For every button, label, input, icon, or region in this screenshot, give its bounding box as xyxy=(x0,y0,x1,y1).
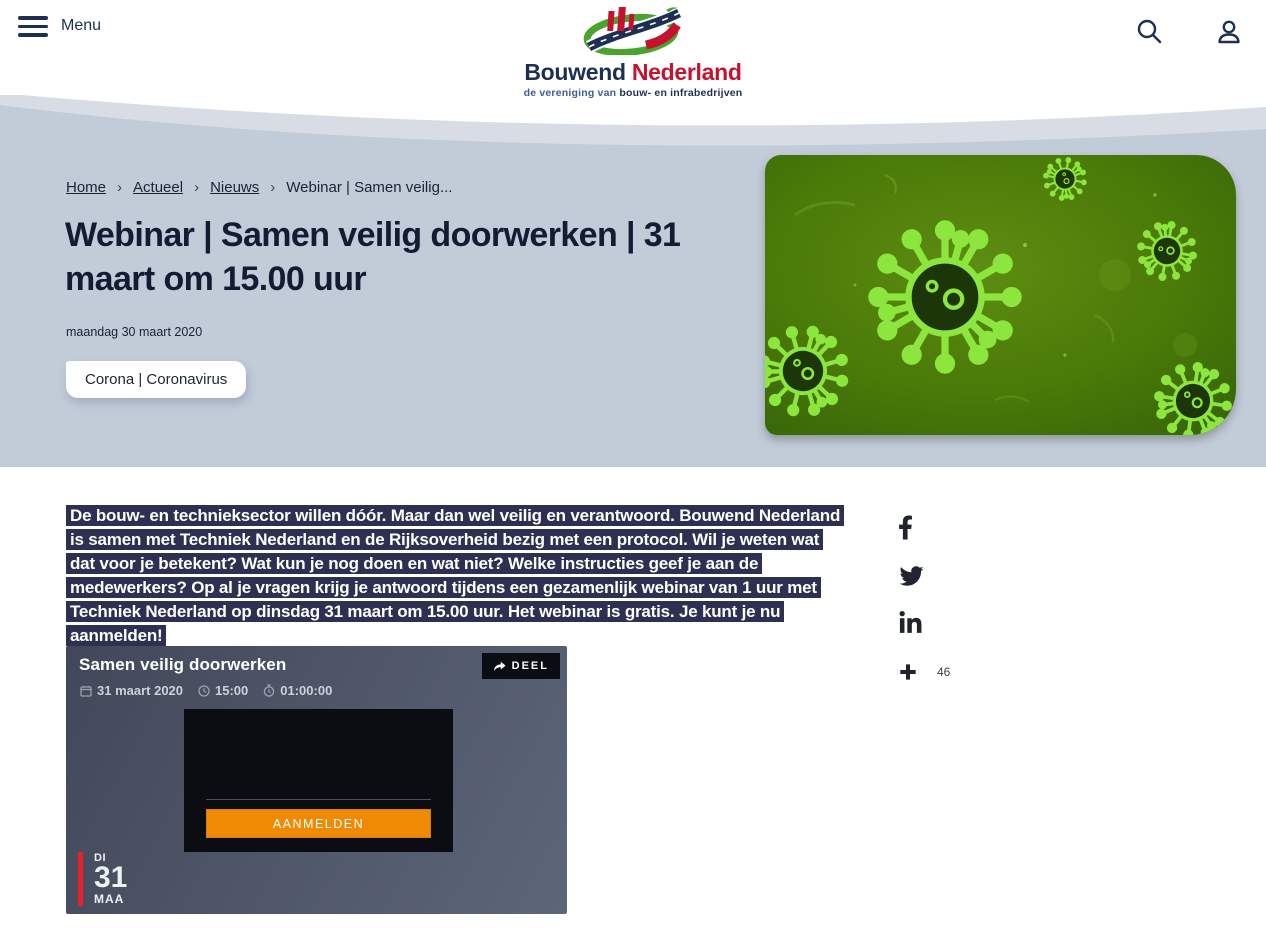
user-account-icon[interactable] xyxy=(1215,18,1243,46)
share-more-row xyxy=(898,658,950,685)
highlighted-text: De bouw- en technieksector willen dóór. Maar dan wel veilig en verantwoord. Bouwend Nederland is samen met Techniek Nederland en de Rijksoverheid bezig met een protocol. Wil je weten wat dat voor je betekent? Wat kun je nog doen en wat niet? Welke instructies geef je aan de medewerkers? Op al je vragen krijg je antwoord tijdens een gezamenlijk webinar van 1 uur met Techniek Nederland op dinsdag 31 maart om 15.00 uur. Het webinar is gratis. Je kunt je nu aanmelden! xyxy=(66,505,844,646)
logo-word-bouwend: Bouwend xyxy=(524,59,626,85)
share-arrow-icon xyxy=(493,661,506,672)
webinar-date-block xyxy=(78,852,127,906)
site-logo[interactable] xyxy=(493,5,773,99)
breadcrumb-current: Webinar | Samen veilig... xyxy=(286,179,453,196)
webinar-duration: 01:00:00 xyxy=(263,683,332,698)
day-abbr: DI xyxy=(94,852,106,864)
breadcrumb-nieuws[interactable]: Nieuws xyxy=(210,179,260,196)
breadcrumb-home[interactable]: Home xyxy=(66,179,107,196)
page-title: Webinar | Samen veilig doorwerken | 31 maart om 15.00 uur xyxy=(65,216,681,298)
breadcrumb xyxy=(66,179,452,196)
plus-share-icon[interactable] xyxy=(898,658,928,685)
share-deel-button[interactable]: DEEL xyxy=(482,653,560,679)
hero-image-coronavirus xyxy=(765,155,1236,435)
breadcrumb-separator-icon: › xyxy=(117,179,123,196)
month-abbr: MAA xyxy=(94,892,125,906)
logo-word-nederland: Nederland xyxy=(631,59,742,85)
twitter-share-icon[interactable] xyxy=(898,562,928,589)
logo-art-icon xyxy=(571,5,696,55)
search-icon[interactable] xyxy=(1135,18,1163,46)
webinar-player-panel xyxy=(184,709,453,852)
menu-button[interactable] xyxy=(18,16,101,37)
logo-tagline: de vereniging van bouw- en infrabedrijven xyxy=(523,87,743,99)
webinar-date: 31 maart 2020 xyxy=(80,683,183,698)
breadcrumb-actueel[interactable]: Actueel xyxy=(133,179,184,196)
menu-label: Menu xyxy=(61,17,102,35)
hamburger-icon xyxy=(18,16,48,37)
hero-band xyxy=(0,95,1266,467)
webinar-embed-widget xyxy=(66,646,567,914)
breadcrumb-separator-icon: › xyxy=(270,179,276,196)
webinar-title: Samen veilig doorwerken xyxy=(79,655,287,674)
aanmelden-button[interactable]: AANMELDEN xyxy=(206,809,431,838)
clock-icon xyxy=(198,685,210,697)
article-intro-paragraph xyxy=(66,504,842,648)
day-number: 31 xyxy=(94,861,128,894)
article-date: maandag 30 maart 2020 xyxy=(66,325,203,339)
social-share-column xyxy=(898,514,950,685)
webinar-meta xyxy=(80,683,332,698)
webinar-time: 15:00 xyxy=(198,683,248,698)
stopwatch-icon xyxy=(263,684,275,697)
tag-corona-chip[interactable]: Corona | Coronavirus xyxy=(66,361,246,398)
panel-divider xyxy=(206,799,431,800)
site-header xyxy=(0,0,1266,99)
logo-wordmark xyxy=(493,60,773,84)
breadcrumb-separator-icon: › xyxy=(194,179,200,196)
facebook-share-icon[interactable] xyxy=(898,514,928,541)
calendar-icon xyxy=(80,685,92,697)
share-count: 46 xyxy=(937,664,951,679)
linkedin-share-icon[interactable] xyxy=(898,610,928,637)
